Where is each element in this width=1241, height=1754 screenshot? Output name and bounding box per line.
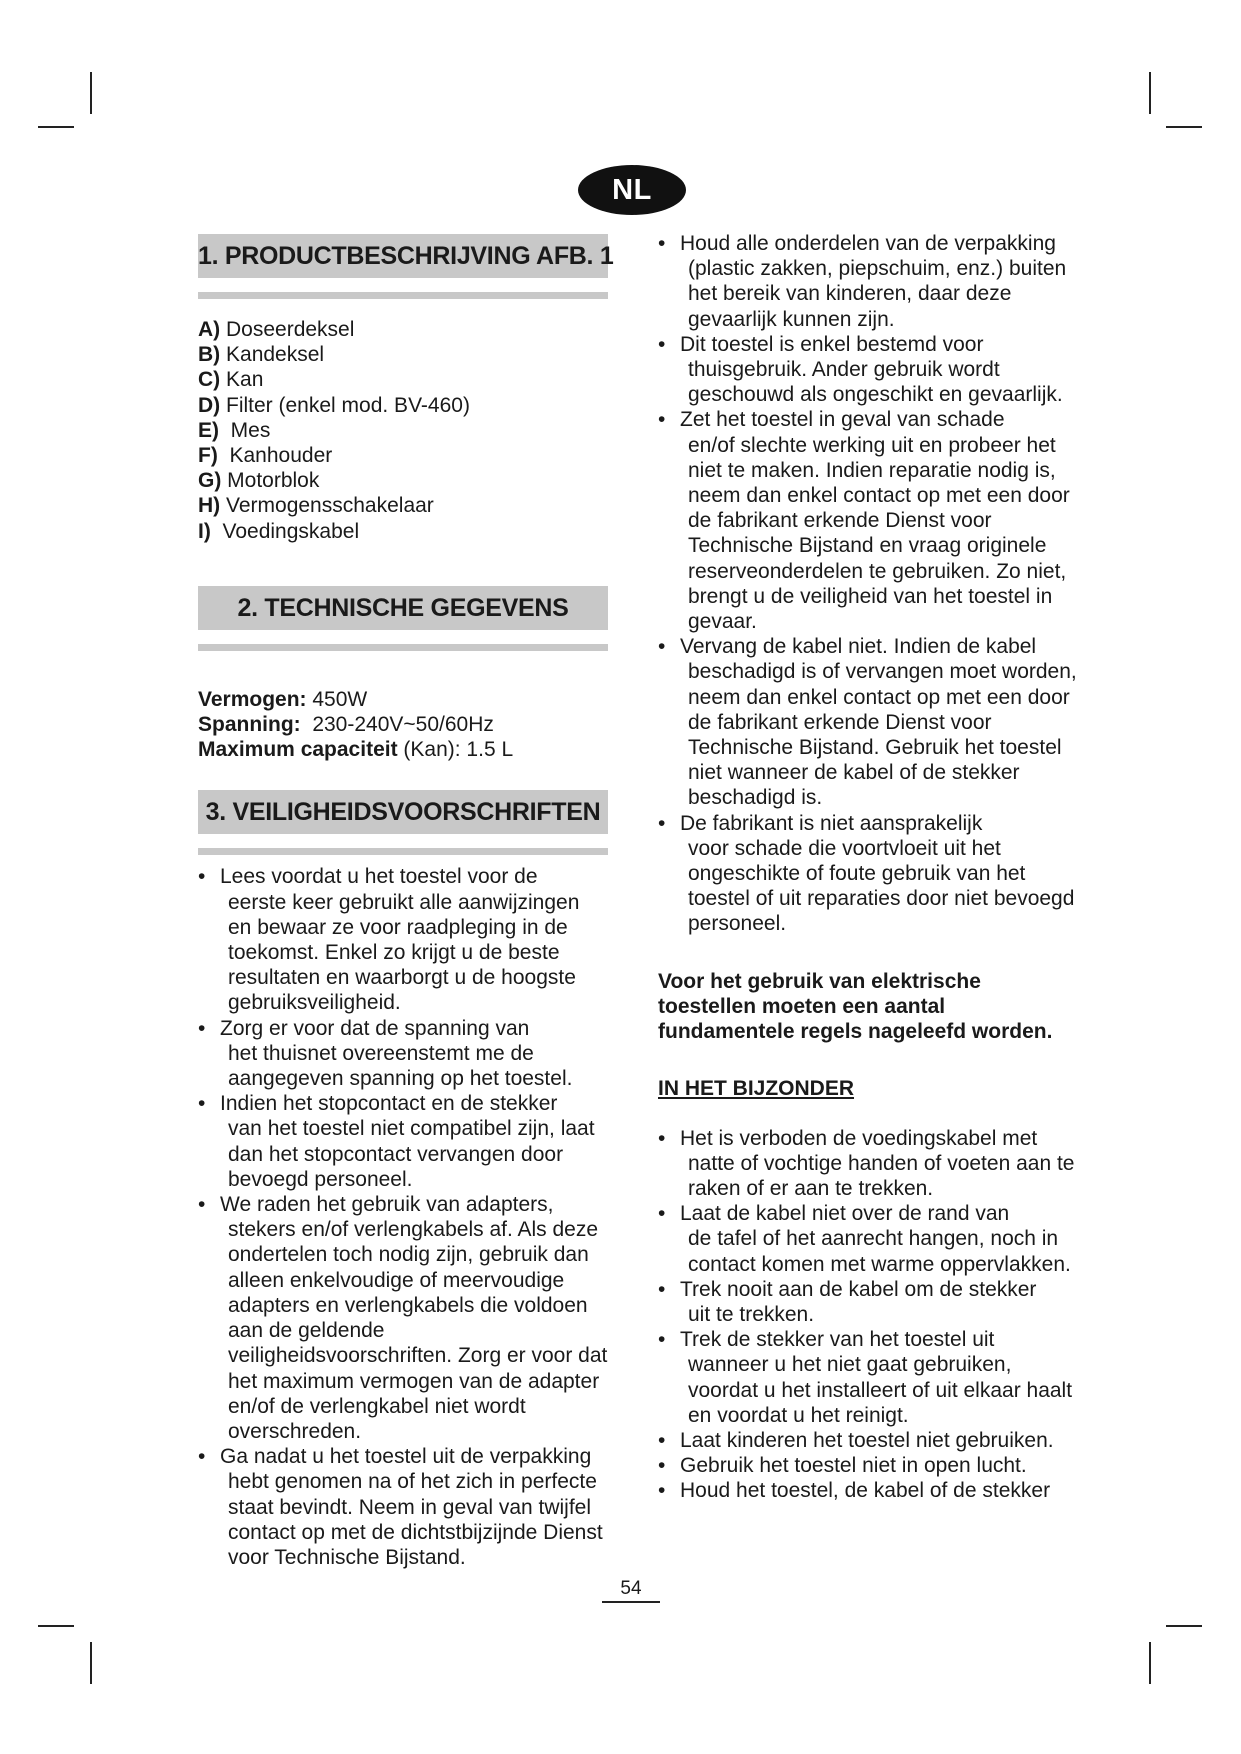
list-item	[658, 634, 1078, 810]
part-label: Kandeksel	[220, 343, 325, 367]
list-item	[198, 317, 608, 342]
list-item	[658, 1201, 1078, 1277]
bullet-text-rest: eerste keer gebruikt alle aanwijzingen en bewaar ze voor raadpleging in de toekomst. Enkel zo krijgt u de beste resultaten en waarborgt u de hoogste gebruiksveiligheid.	[228, 890, 580, 1015]
section-technical-title: 2. TECHNISCHE GEGEVENS	[198, 586, 608, 630]
bullet-text-first: Laat de kabel niet over de rand van	[680, 1202, 1010, 1226]
list-item	[198, 1444, 608, 1570]
part-label: Mes	[219, 418, 271, 442]
bullet-text-first: Dit toestel is enkel bestemd voor	[680, 332, 984, 356]
part-key: F)	[198, 444, 218, 468]
list-item	[198, 468, 608, 493]
part-key: G)	[198, 469, 222, 493]
part-label: Motorblok	[221, 469, 320, 493]
spec-label: Maximum capaciteit	[198, 738, 398, 762]
part-label: Doseerdeksel	[220, 318, 355, 341]
list-item	[198, 519, 608, 544]
bullet-text-first: Het is verboden de voedingskabel met	[680, 1126, 1038, 1150]
section-rule	[198, 848, 608, 855]
part-label: Vermogensschakelaar	[220, 494, 434, 518]
safety-list-right	[658, 231, 1078, 937]
section-safety-heading	[198, 790, 608, 855]
list-item	[658, 1428, 1078, 1453]
bullet-text-rest: voor schade die voortvloeit uit het ongeschikte of foute gebruik van het toestel of uit reparaties door niet bevoegd personeel.	[688, 836, 1075, 936]
bullet-text-first: Indien het stopcontact en de stekker	[220, 1092, 558, 1116]
crop-mark-bottom-left-vertical	[90, 1642, 92, 1684]
bullet-text-first: De fabrikant is niet aansprakelijk	[680, 811, 983, 835]
spec-value: 230-240V~50/60Hz	[300, 713, 494, 737]
page-number: 54	[602, 1578, 660, 1603]
section-product-title: 1. PRODUCTBESCHRIJVING AFB. 1	[198, 234, 608, 278]
list-item	[198, 493, 608, 518]
part-key: I)	[198, 519, 211, 543]
electrical-note: Voor het gebruik van elektrische toestellen moeten een aantal fundamentele regels nageleefd worden.	[658, 969, 1053, 1044]
crop-mark-bottom-right-vertical	[1149, 1642, 1151, 1684]
right-column	[658, 231, 1078, 1504]
special-list	[658, 1126, 1078, 1504]
part-label: Filter (enkel mod. BV-460)	[220, 393, 470, 417]
list-item	[198, 1091, 608, 1192]
section-technical-heading	[198, 586, 608, 651]
bullet-text-first: Trek nooit aan de kabel om de stekker	[680, 1277, 1037, 1301]
spec-capacity	[198, 737, 608, 762]
bullet-text-first: Laat kinderen het toestel niet gebruiken.	[680, 1428, 1054, 1452]
crop-mark-top-right-vertical	[1149, 72, 1151, 114]
bullet-text-rest: thuisgebruik. Ander gebruik wordt geschouwd als ongeschikt en gevaarlijk.	[688, 358, 1063, 407]
list-item	[198, 1192, 608, 1444]
part-label: Kanhouder	[217, 444, 333, 468]
list-item	[658, 1126, 1078, 1202]
list-item	[198, 393, 608, 418]
spec-label: Vermogen:	[198, 687, 307, 711]
parts-list	[198, 317, 608, 544]
bullet-text-first: Zorg er voor dat de spanning van	[220, 1016, 530, 1040]
spec-label: Spanning:	[198, 713, 301, 737]
bullet-text-first: We raden het gebruik van adapters,	[220, 1193, 554, 1217]
spec-power	[198, 687, 608, 712]
crop-mark-top-right-horizontal	[1166, 126, 1202, 128]
crop-mark-bottom-left-horizontal	[38, 1625, 74, 1627]
part-label: Kan	[220, 368, 264, 392]
part-key: D)	[198, 393, 221, 417]
list-item	[198, 342, 608, 367]
technical-specs	[198, 687, 608, 763]
part-key: H)	[198, 494, 221, 518]
list-item	[658, 332, 1078, 408]
bullet-text-first: Gebruik het toestel niet in open lucht.	[680, 1454, 1027, 1478]
section-rule	[198, 292, 608, 299]
bullet-text-first: Houd het toestel, de kabel of de stekker	[680, 1479, 1051, 1503]
spec-value: 450W	[306, 687, 368, 711]
bullet-text-rest: natte of vochtige handen of voeten aan te raken of er aan te trekken.	[688, 1151, 1075, 1200]
special-heading: IN HET BIJZONDER	[658, 1077, 855, 1101]
list-item	[198, 443, 608, 468]
crop-mark-bottom-right-horizontal	[1166, 1625, 1202, 1627]
part-key: E)	[198, 418, 219, 442]
list-item	[658, 1327, 1078, 1428]
part-key: A)	[198, 318, 221, 341]
section-safety-title: 3. VEILIGHEIDSVOORSCHRIFTEN	[198, 790, 608, 834]
part-key: C)	[198, 368, 221, 392]
bullet-text-rest: de tafel of het aanrecht hangen, noch in contact komen met warme oppervlakken.	[688, 1227, 1071, 1276]
left-column	[198, 234, 614, 1570]
list-item	[658, 1277, 1078, 1327]
part-label: Voedingskabel	[210, 519, 360, 543]
bullet-text-rest: het thuisnet overeenstemt me de aangegeven spanning op het toestel.	[228, 1041, 573, 1091]
part-key: B)	[198, 343, 221, 367]
list-item	[658, 231, 1078, 332]
bullet-text-rest: wanneer u het niet gaat gebruiken, voordat u het installeert of uit elkaar haalt en voordat u het reinigt.	[688, 1353, 1073, 1427]
bullet-text-rest: en/of slechte werking uit en probeer het niet te maken. Indien reparatie nodig is, neem dan enkel contact op met een door de fabrikant erkende Dienst voor Technische Bijstand en vraag originele reserveonderdelen te gebruiken. Zo niet, brengt u de veiligheid van het toestel in gevaar.	[688, 433, 1070, 634]
bullet-text-first: Houd alle onderdelen van de verpakking	[680, 232, 1056, 255]
list-item	[198, 864, 608, 1015]
bullet-text-rest: (plastic zakken, piepschuim, enz.) buiten het bereik van kinderen, daar deze gevaarlijk kunnen zijn.	[688, 257, 1067, 331]
list-item	[658, 1478, 1078, 1503]
crop-mark-top-left-horizontal	[38, 126, 74, 128]
bullet-text-rest: uit te trekken.	[688, 1302, 815, 1326]
list-item	[198, 367, 608, 392]
bullet-text-rest: hebt genomen na of het zich in perfecte staat bevindt. Neem in geval van twijfel contact op met de dichtstbijzijnde Dienst voor Technische Bijstand.	[228, 1470, 603, 1569]
language-badge: NL	[578, 165, 686, 215]
crop-mark-top-left-vertical	[90, 72, 92, 114]
section-product-heading	[198, 234, 614, 299]
spec-voltage	[198, 712, 608, 737]
list-item	[198, 1016, 608, 1092]
list-item	[658, 407, 1078, 634]
bullet-text-rest: beschadigd is of vervangen moet worden, neem dan enkel contact op met een door de fabrikant erkende Dienst voor Technische Bijstand. Gebruik het toestel niet wanneer de kabel of de stekker beschadigd is.	[688, 660, 1077, 810]
bullet-text-first: Ga nadat u het toestel uit de verpakking	[220, 1445, 592, 1469]
bullet-text-first: Vervang de kabel niet. Indien de kabel	[680, 635, 1037, 659]
spec-value: (Kan): 1.5 L	[397, 738, 514, 762]
bullet-text-first: Zet het toestel in geval van schade	[680, 408, 1005, 432]
section-rule	[198, 644, 608, 651]
bullet-text-rest: van het toestel niet compatibel zijn, laat dan het stopcontact vervangen door bevoegd personeel.	[228, 1117, 595, 1191]
bullet-text-first: Trek de stekker van het toestel uit	[680, 1328, 995, 1352]
list-item	[658, 1453, 1078, 1478]
bullet-text-rest: stekers en/of verlengkabels af. Als deze ondertelen toch nodig zijn, gebruik dan alleen enkelvoudige of meervoudige adapters en verlengkabels die voldoen aan de geldende veiligheidsvoorschriften. Zorg er voor dat het maximum vermogen van de adapter en/of de verlengkabel niet wordt overschreden.	[228, 1218, 608, 1443]
bullet-text-first: Lees voordat u het toestel voor de	[220, 865, 538, 889]
safety-list-left	[198, 864, 608, 1570]
list-item	[198, 418, 608, 443]
list-item	[658, 811, 1078, 937]
